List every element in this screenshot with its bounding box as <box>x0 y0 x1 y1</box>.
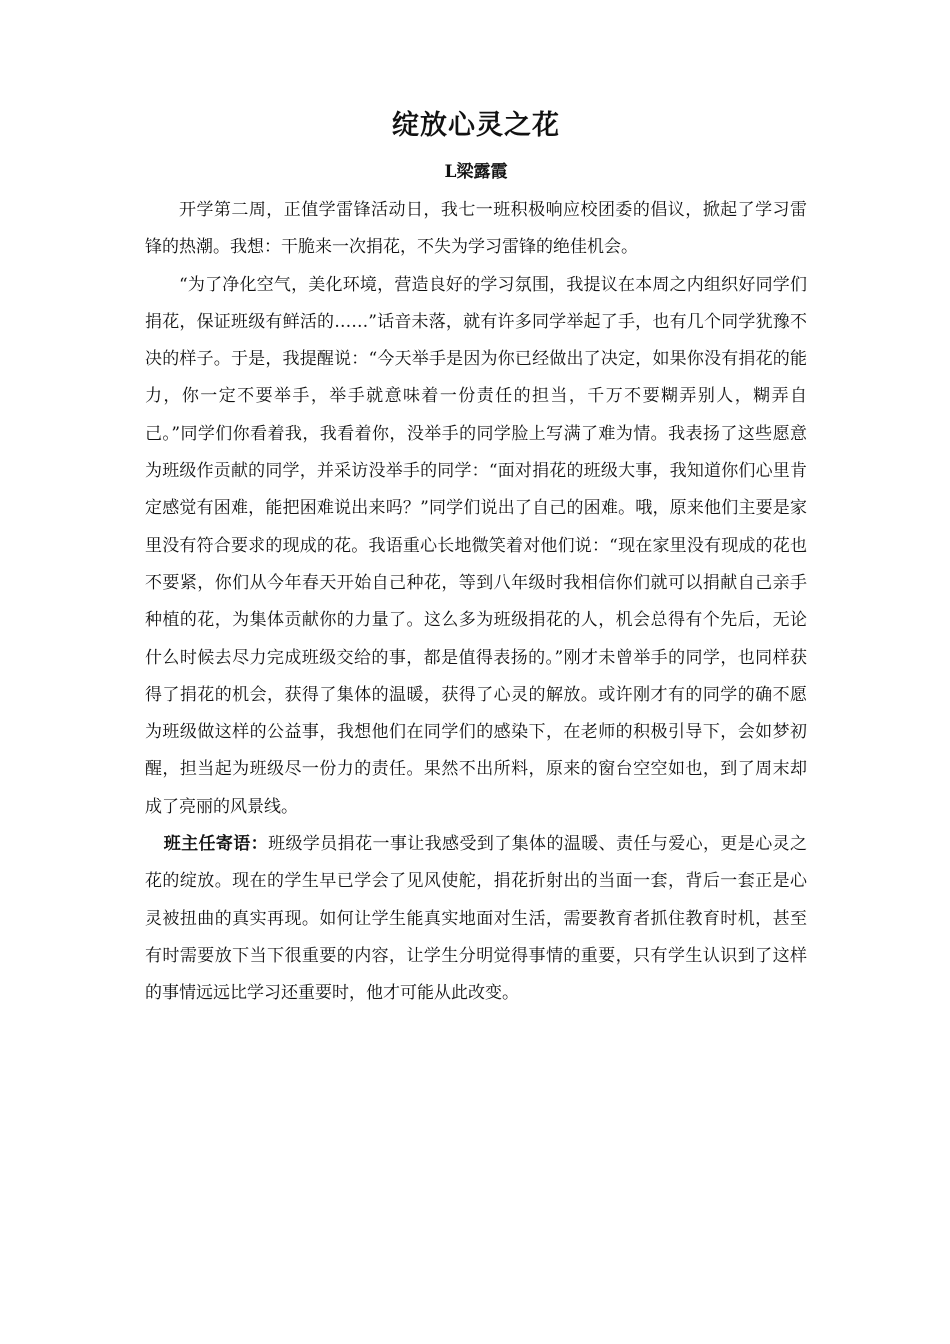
paragraph-1: 开学第二周，正值学雷锋活动日，我七一班积极响应校团委的倡议，掀起了学习雷锋的热潮。我想：干脆来一次捐花，不失为学习雷锋的绝佳机会。 <box>145 200 807 258</box>
teacher-note-label: 班主任寄语： <box>163 834 269 855</box>
paragraph-2: “为了净化空气，美化环境，营造良好的学习氛围，我提议在本周之内组织好同学们捐花，保证班级有鲜活的……”话音未落，就有许多同学举起了手，也有几个同学犹豫不决的样子。于是，我提醒说：“今天举手是因为你已经做出了决定，如果你没有捐花的能力，你一定不要举手，举手就意味着一份责任的担当，千万不要糊弄别人，糊弄自己。”同学们你看着我，我看着你，没举手的同学脸上写满了难为情。我表扬了这些愿意为班级作贡献的同学，并采访没举手的同学：“面对捐花的班级大事，我知道你们心里肯定感觉有困难，能把困难说出来吗？”同学们说出了自己的困难。哦，原来他们主要是家里没有符合要求的现成的花。我语重心长地微笑着对他们说：“现在家里没有现成的花也不要紧，你们从今年春天开始自己种花，等到八年级时我相信你们就可以捐献自己亲手种植的花，为集体贡献你的力量了。这么多为班级捐花的人，机会总得有个先后，无论什么时候去尽力完成班级交给的事，都是值得表扬的。”刚才未曾举手的同学，也同样获得了捐花的机会，获得了集体的温暖，获得了心灵的解放。或许刚才有的同学的确不愿为班级做这样的公益事，我想他们在同学们的感染下，在老师的积极引导下，会如梦初醒，担当起为班级尽一份力的责任。果然不出所料，原来的窗台空空如也，到了周末却成了亮丽的风景线。 <box>145 274 807 817</box>
teacher-note <box>145 826 807 1012</box>
document-author: L梁露霞 <box>444 162 508 182</box>
teacher-note-text: 班级学员捐花一事让我感受到了集体的温暖、责任与爱心，更是心灵之花的绽放。现在的学生早已学会了见风使舵，捐花折射出的当面一套，背后一套正是心灵被扭曲的真实再现。如何让学生能真实地面对生活，需要教育者抓住教育时机，甚至有时需要放下当下很重要的内容，让学生分明觉得事情的重要，只有学生认识到了这样的事情远远比学习还重要时，他才可能从此改变。 <box>145 834 808 1004</box>
document-title: 绽放心灵之花 <box>392 110 560 141</box>
document-page <box>145 104 807 1013</box>
